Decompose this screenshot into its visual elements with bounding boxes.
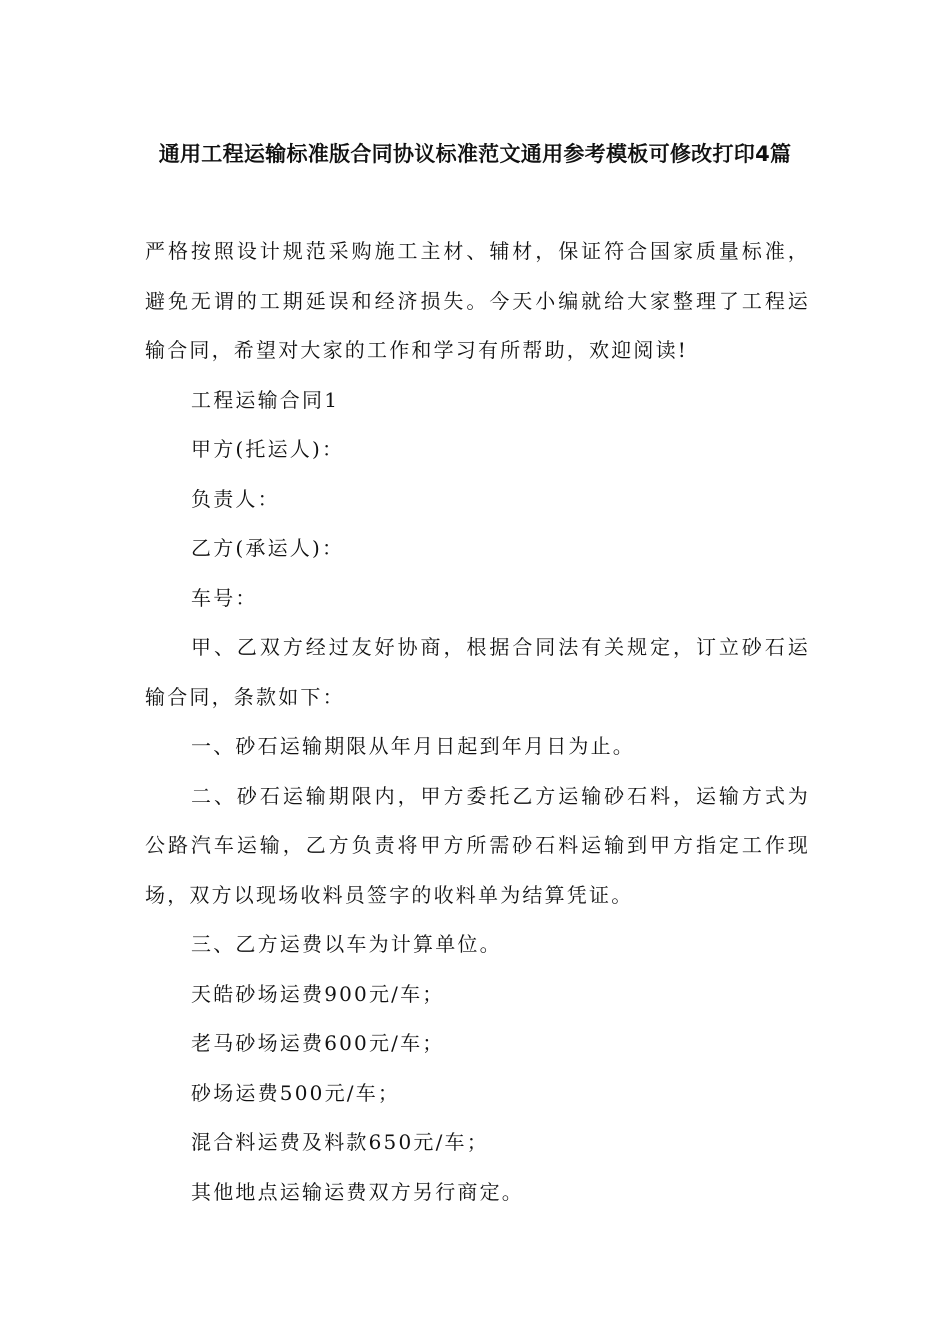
intro-paragraph: 严格按照设计规范采购施工主材、辅材，保证符合国家质量标准，避免无谓的工期延误和经济损失。今天小编就给大家整理了工程运输合同，希望对大家的工作和学习有所帮助，欢迎阅读!	[145, 239, 810, 362]
contract-heading: 工程运输合同1	[191, 387, 340, 412]
fee-item-sand: 砂场运费500元/车；	[191, 1080, 401, 1105]
fee-item-tianhao: 天皓砂场运费900元/车；	[191, 981, 445, 1006]
responsible-person-line: 负责人：	[191, 486, 280, 511]
party-a-line: 甲方(托运人)：	[191, 437, 345, 461]
fee-item-laoma: 老马砂场运费600元/车；	[191, 1031, 445, 1055]
document-title: 通用工程运输标准版合同协议标准范文通用参考模板可修改打印4篇	[158, 142, 792, 166]
clause-1: 一、砂石运输期限从年月日起到年月日为止。	[191, 734, 635, 758]
fee-item-mixed: 混合料运费及料款650元/车；	[191, 1130, 489, 1154]
agreement-preamble: 甲、乙双方经过友好协商，根据合同法有关规定，订立砂石运输合同，条款如下：	[145, 635, 810, 709]
fee-item-other: 其他地点运输运费双方另行商定。	[191, 1179, 524, 1204]
vehicle-number-line: 车号：	[191, 585, 258, 610]
party-b-line: 乙方(承运人)：	[191, 536, 345, 560]
clause-3: 三、乙方运费以车为计算单位。	[191, 932, 502, 956]
clause-2: 二、砂石运输期限内，甲方委托乙方运输砂石料，运输方式为公路汽车运输，乙方负责将甲方所需砂石料运输到甲方指定工作现场，双方以现场收料员签字的收料单为结算凭证。	[145, 783, 810, 907]
document-body	[145, 227, 810, 1217]
